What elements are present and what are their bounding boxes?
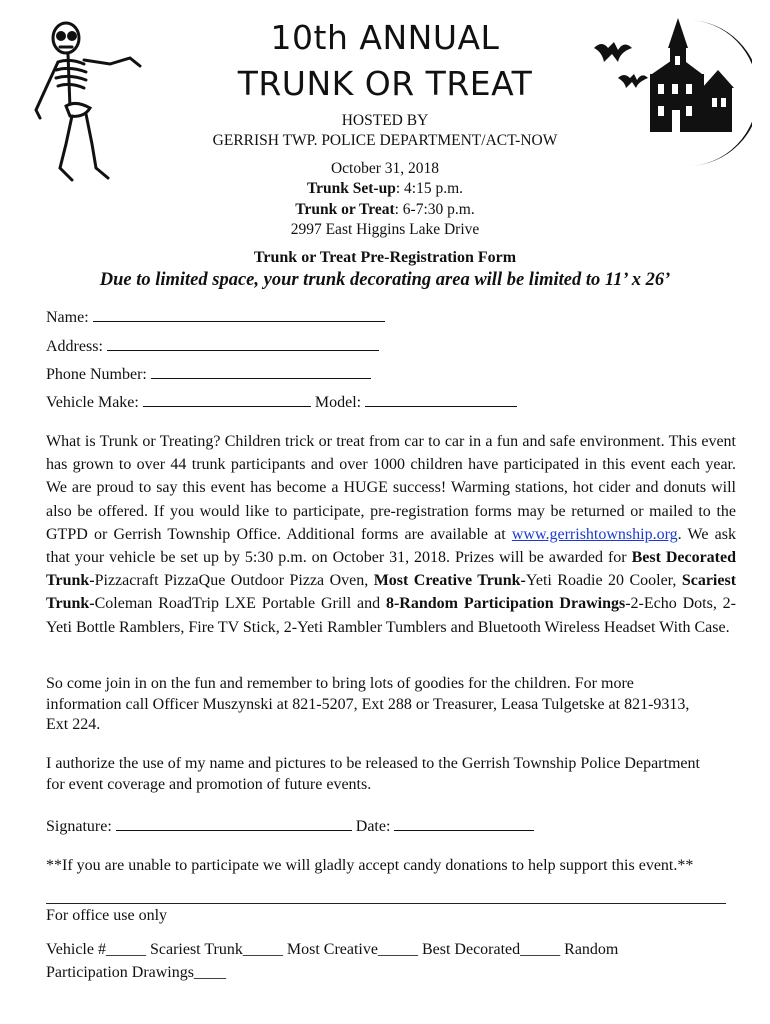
description-text-2: . We ask that your vehicle be set up by 5:30 p.m. on October 31, 2018. Prizes will be awarded for bbox=[46, 525, 736, 567]
setup-time bbox=[0, 180, 770, 198]
date-blank[interactable] bbox=[394, 816, 534, 831]
prize-most-creative-desc: Yeti Roadie 20 Cooler, bbox=[525, 572, 682, 590]
office-divider bbox=[46, 903, 726, 904]
model-label: Model: bbox=[310, 394, 366, 411]
prize-scariest: Scariest Trunk- bbox=[46, 572, 737, 613]
phone-field[interactable] bbox=[46, 364, 371, 384]
website-link[interactable]: www.gerrishtownship.org bbox=[511, 525, 678, 543]
phone-label: Phone Number: bbox=[46, 366, 151, 383]
date-label: Date: bbox=[351, 818, 395, 835]
donation-note: **If you are unable to participate we will gladly accept candy donations to help support this event.** bbox=[46, 857, 694, 874]
signature-blank[interactable] bbox=[116, 816, 352, 831]
signature-field[interactable] bbox=[46, 816, 534, 836]
event-title-line1: 10th ANNUAL bbox=[270, 18, 500, 57]
hosted-by-label: HOSTED BY bbox=[341, 112, 429, 129]
prize-random-drawings: 8-Random Participation Drawings bbox=[385, 595, 626, 613]
host-name: GERRISH TWP. POLICE DEPARTMENT/ACT-NOW bbox=[212, 132, 558, 149]
prize-random-drawings-desc: -2-Echo Dots, 2-Yeti Bottle Ramblers, Fire TV Stick, 2-Yeti Rambler Tumblers and Bluetooth Wireless Headset With Case. bbox=[46, 595, 736, 636]
prize-best-decorated: Best Decorated Trunk- bbox=[46, 549, 737, 590]
address-label: Address: bbox=[46, 338, 107, 355]
event-title-line2: TRUNK OR TREAT bbox=[237, 64, 533, 103]
vehicle-field[interactable] bbox=[46, 392, 517, 412]
contact-paragraph: So come join in on the fun and remember to bring lots of goodies for the children. For more information call Officer Muszynski at 821-5207, Ext 288 or Treasurer, Leasa Tulgetske at 821-9313, Ext 224. bbox=[46, 675, 690, 733]
setup-label: Trunk Set-up bbox=[306, 180, 396, 197]
form-title: Trunk or Treat Pre-Registration Form bbox=[253, 249, 517, 266]
address-blank[interactable] bbox=[107, 336, 379, 351]
treat-time-value: : 6-7:30 p.m. bbox=[394, 201, 475, 218]
limited-space-notice: Due to limited space, your trunk decorating area will be limited to 11’ x 26’ bbox=[99, 270, 671, 290]
prize-best-decorated-desc: Pizzacraft PizzaQue Outdoor Pizza Oven, bbox=[94, 572, 374, 590]
treat-label: Trunk or Treat bbox=[295, 201, 395, 218]
prize-scariest-desc: Coleman RoadTrip LXE Portable Grill and bbox=[94, 595, 386, 613]
treat-time bbox=[0, 201, 770, 219]
event-date: October 31, 2018 bbox=[330, 160, 440, 177]
office-use-line: Vehicle #_____ Scariest Trunk_____ Most Creative_____ Best Decorated_____ Random Participation Drawings____ bbox=[46, 941, 619, 981]
address-field[interactable] bbox=[46, 336, 379, 356]
event-address: 2997 East Higgins Lake Drive bbox=[290, 221, 480, 238]
authorization-paragraph: I authorize the use of my name and pictures to be released to the Gerrish Township Police Department for event coverage and promotion of future events. bbox=[46, 755, 700, 793]
setup-time-value: : 4:15 p.m. bbox=[395, 180, 464, 197]
vehicle-make-blank[interactable] bbox=[143, 392, 311, 407]
signature-label: Signature: bbox=[46, 818, 116, 835]
office-use-label: For office use only bbox=[46, 907, 168, 924]
name-field[interactable] bbox=[46, 307, 385, 327]
description-text-1: What is Trunk or Treating? Children trick or treat from car to car in a fun and safe environment. This event has grown to over 44 trunk participants and over 1000 children have participated in this event each year. We are proud to say this event has become a HUGE success! Warming stations, hot cider and donuts will also be offered. If you would like to participate, pre-registration forms may be returned or mailed to the GTPD or Gerrish Township Office. Additional forms are available at bbox=[46, 433, 736, 543]
vehicle-make-label: Vehicle Make: bbox=[46, 394, 143, 411]
prize-most-creative: Most Creative Trunk- bbox=[373, 572, 526, 590]
event-description bbox=[46, 430, 736, 639]
name-label: Name: bbox=[46, 309, 93, 326]
name-blank[interactable] bbox=[93, 307, 385, 322]
phone-blank[interactable] bbox=[151, 364, 371, 379]
model-blank[interactable] bbox=[365, 392, 517, 407]
